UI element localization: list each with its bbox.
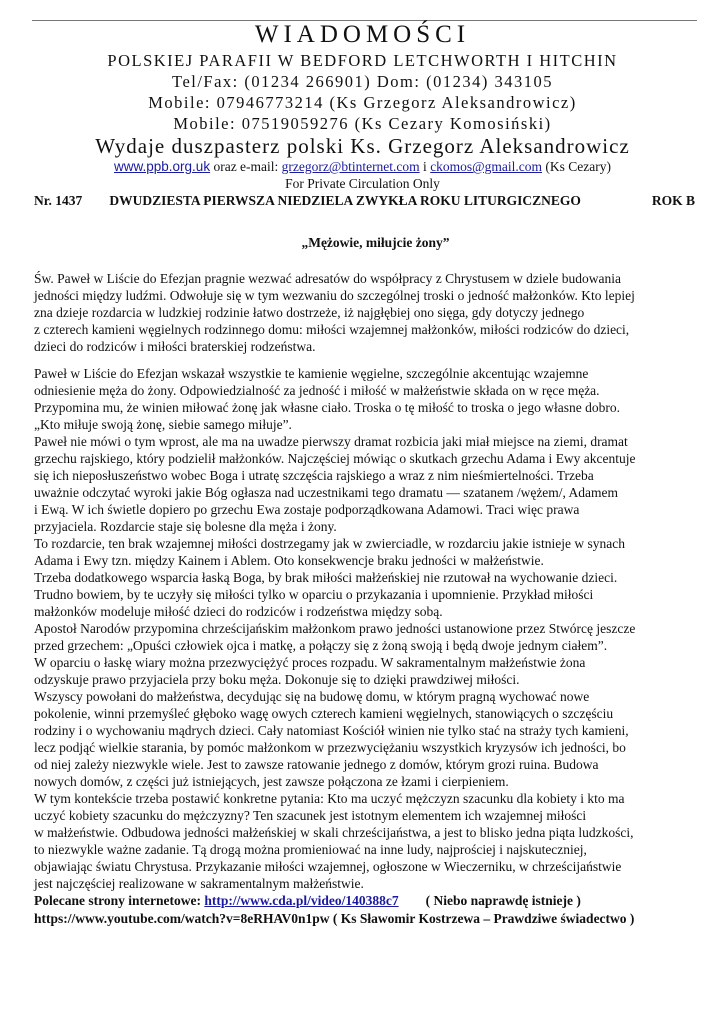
- text-line: Adama i Ewy tzn. między Kainem i Ablem. Oto konsekwencje braku jedności w małżeństwie.: [34, 553, 544, 568]
- youtube-link[interactable]: https://www.youtube.com/watch?v=8eRHAV0n1pw: [34, 911, 330, 926]
- text-line: uważnie odczytać wyroki jakie Bóg ogłasza nad uczestnikami tego dramatu — szatanem /wężem/, Adamem: [34, 485, 619, 500]
- email-separator: i: [423, 159, 427, 174]
- text-line: przyjaciela. Rozdarcie staje się bolesne dla męża i żony.: [34, 519, 337, 534]
- contact-line: [30, 158, 695, 175]
- recommended-links: [34, 892, 697, 928]
- parish-name: POLSKIEJ PARAFII W BEDFORD LETCHWORTH I HITCHIN: [107, 51, 618, 70]
- issue-line: [34, 192, 695, 209]
- text-line: dzieci do rodziców i miłości braterskiej rodzeństwa.: [34, 339, 316, 354]
- text-line: rodziny i o wychowaniu mądrych dzieci. Cały natomiast Kościół winien nie tylko stać na straży tych kamieni,: [34, 723, 629, 738]
- text-line: lecz podjąć wielkie starania, by pomóc małżonkom w przezwyciężaniu wszystkich kryzysów ich jedności, bo: [34, 740, 626, 755]
- email-2-owner: (Ks Cezary): [545, 159, 611, 174]
- masthead: [30, 20, 695, 192]
- text-line: zna dzieje rozdarcia w ludzkiej rodzinie łatwo dostrzeże, iż najgłębiej ono sięga, gdy dotyczy jednego: [34, 305, 585, 320]
- text-line: Paweł nie mówi o tym wprost, ale ma na uwadze pierwszy dramat rozbicia jaki miał miejsce na ziemi, dramat: [34, 434, 628, 449]
- email-link-1[interactable]: grzegorz@btinternet.com: [281, 159, 420, 174]
- text-line: W oparciu o łaskę wiary można przezwyciężyć proces rozpadu. W sakramentalnym małżeństwie żona: [34, 655, 586, 670]
- text-line: to niezwykle ważne zadanie. Tą drogą można promieniować na inne ludy, najprościej i najskuteczniej,: [34, 842, 587, 857]
- article-paragraph-1: [34, 270, 696, 355]
- text-line: od niej zależy niezwykle wiele. Jest to zawsze ratowanie jednego z domów, którym grozi ruina. Budowa: [34, 757, 599, 772]
- text-line: przed grzechem: „Opuści człowiek ojca i matkę, a połączy się z żoną swoją i będą dwoje jednym ciałem”.: [34, 638, 608, 653]
- recommended-line-2: [34, 910, 697, 928]
- text-line: grzechu rajskiego, który podzielił małżonków. Najczęściej mówiąc o skutkach grzechu Adama i Ewy akcentuje: [34, 451, 636, 466]
- text-line: W tym kontekście trzeba postawić konkretne pytania: Kto ma uczyć mężczyzn szacunku dla kobiety i kto ma: [34, 791, 625, 806]
- text-line: w małżeństwie. Odbudowa jedności małżeńskiej w skali chrześcijaństwa, a jest to blisko jedna piąta ludzkości,: [34, 825, 634, 840]
- text-line: Trzeba dodatkowego wsparcia łaską Boga, by brak miłości małżeńskiej nie rzutował na wychowanie dzieci.: [34, 570, 618, 585]
- liturgical-year: ROK B: [651, 193, 695, 208]
- newsletter-title: WIADOMOŚCI: [254, 21, 471, 48]
- recommended-line-1: [34, 892, 697, 910]
- cda-video-link[interactable]: http://www.cda.pl/video/140388c7: [204, 893, 399, 908]
- text-line: Apostoł Narodów przypomina chrześcijańskim małżonkom prawo jedności ustanowione przez Stwórcę jeszcze: [34, 621, 636, 636]
- mobile-line-2: Mobile: 07519059276 (Ks Cezary Komosiński): [173, 114, 552, 133]
- article-title: „Mężowie, miłujcie żony”: [301, 235, 450, 250]
- text-line: „Kto miłuje swoją żonę, siebie samego miłuje”.: [34, 417, 292, 432]
- text-line: jest najczęściej realizowane w sakramentalnym małżeństwie.: [34, 876, 364, 891]
- text-line: Wszyscy powołani do małżeństwa, decydując się na budowę domu, w którym pragną wychować nowe: [34, 689, 590, 704]
- text-line: i Ewą. W ich świetle dopiero po grzechu Ewa zostaje podporządkowana Adamowi. Traci więc prawa: [34, 502, 580, 517]
- text-line: pokolenie, winni przemyśleć głęboko wagę owych czterech kamieni węgielnych, stanowiących o szczęściu: [34, 706, 614, 721]
- text-line: z czterech kamieni węgielnych rodzinnego domu: miłości wzajemnej małżonków, miłości rodziców do dzieci,: [34, 322, 630, 337]
- text-line: Trudno bowiem, by te uczyły się miłości tylko w oparciu o przykazania i upomnienie. Przykład miłości: [34, 587, 594, 602]
- text-line: nowych domów, z części już istniejących, jest zawsze połączona ze łzami i cierpieniem.: [34, 774, 509, 789]
- telfax-line: Tel/Fax: (01234 266901) Dom: (01234) 343105: [172, 72, 553, 91]
- text-line: uczyć kobiety szacunku do mężczyzny? Ten szacunek jest istotnym elementem ich wzajemnej miłości: [34, 808, 587, 823]
- text-line: Św. Paweł w Liście do Efezjan pragnie wezwać adresatów do współpracy z Chrystusem w dziele budowania: [34, 271, 621, 286]
- email-intro: oraz e-mail:: [213, 159, 279, 174]
- website-link[interactable]: www.ppb.org.uk: [114, 159, 211, 174]
- private-circulation: For Private Circulation Only: [285, 176, 440, 191]
- text-line: odniesienie męża do żony. Odpowiedzialność za jedność i miłość w małżeństwie składa on w ręce męża.: [34, 383, 600, 398]
- mobile-line-1: Mobile: 07946773214 (Ks Grzegorz Aleksandrowicz): [148, 93, 577, 112]
- text-line: jedności między ludźmi. Odwołuje się w tym wezwaniu do szczególnej troski o jedność małżonków. Kto lepiej: [34, 288, 635, 303]
- text-line: objawiając światu Chrystusa. Przykazanie miłości wzajemnej, ogłoszone w Wieczerniku, w chrześcijaństwie: [34, 859, 622, 874]
- recommended-label: Polecane strony internetowe:: [34, 893, 201, 908]
- text-line: To rozdarcie, ten brak wzajemnej miłości dostrzegamy jak w zwierciadle, w rozdarciu jakie istnieje w synach: [34, 536, 625, 551]
- youtube-desc: ( Ks Sławomir Kostrzewa – Prawdziwe świadectwo ): [332, 911, 635, 926]
- text-line: Przypomina mu, że winien miłować żonę jak własne ciało. Troska o tę miłość to troska o jego własne dobro.: [34, 400, 621, 415]
- issue-number: Nr. 1437: [34, 193, 83, 208]
- email-link-2[interactable]: ckomos@gmail.com: [430, 159, 542, 174]
- sunday-name: DWUDZIESTA PIERWSZA NIEDZIELA ZWYKŁA ROKU LITURGICZNEGO: [109, 193, 581, 208]
- text-line: małżonków modeluje miłość dzieci do rodziców i rodzeństwa między sobą.: [34, 604, 443, 619]
- article-paragraph-2: [34, 365, 696, 892]
- text-line: Paweł w Liście do Efezjan wskazał wszystkie te kamienie węgielne, szczególnie akcentując wzajemne: [34, 366, 589, 381]
- publisher-line: Wydaje duszpasterz polski Ks. Grzegorz Aleksandrowicz: [95, 134, 630, 158]
- cda-video-desc: ( Niebo naprawdę istnieje ): [425, 893, 581, 908]
- text-line: odzyskuje prawo przyjaciela przy boku męża. Dokonuje się to dzięki prawdziwej miłości.: [34, 672, 520, 687]
- text-line: się ich nieposłuszeństwo wobec Boga i utratę szczęścia rajskiego a wraz z nim nieśmiertelności. Trzeba: [34, 468, 594, 483]
